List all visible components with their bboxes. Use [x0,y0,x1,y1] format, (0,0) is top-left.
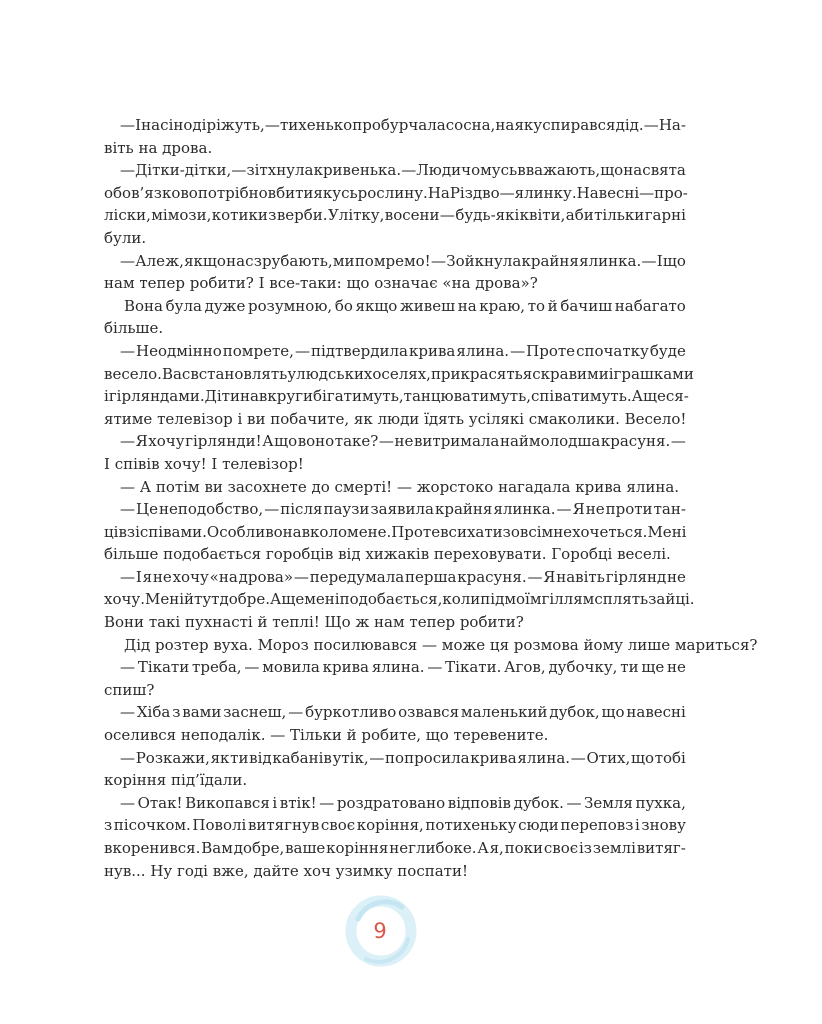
text-line: більше. [104,319,164,338]
text-line: нам тепер робити? І все-таки: що означає «на дрова»? [104,274,538,293]
text-line: нув... Ну годі вже, дайте хоч узимку поспати! [104,861,468,880]
text-line: ців зі співами. Особливо навколо мене. Проте всихати зовсім не хочеться. Мені [104,522,687,541]
text-line: Вона була дуже розумною, бо якщо живеш на краю, то й бачиш набагато [124,296,686,315]
text-line: хочу. Мені й тут добре. А ще мені подобається, коли під моїм гіллям сплять зайці. [104,590,695,609]
text-line: — Розкажи, як ти від кабанів утік, — попросила крива ялина. — Отих, що тобі [120,748,686,767]
page-number: 9 [373,919,387,943]
text-line: — Але ж, якщо нас зрубають, ми помремо! — Зойкнула крайня ялинка. — І що [120,251,686,270]
text-line: Дід розтер вуха. Мороз посилювався — може ця розмова йому лише мариться? [124,635,758,654]
text-line: ятиме телевізор і ви побачите, як люди їдять усілякі смаколики. Весело! [104,409,687,428]
text-line: — Дітки-дітки, — зітхнула кривенька. — Люди чомусь вважають, що на свята [120,161,686,180]
text-line: були. [104,228,147,247]
text-line: з пісочком. Поволі витягнув своє коріння, потихеньку сюди переповз і знову [104,816,686,835]
text-line: — Тікати треба, — мовила крива ялина. — Тікати. Агов, дубочку, ти ще не [120,658,686,677]
text-line: — І я не хочу «на дрова» — передумала перша красуня. — Я навіть гірлянд не [120,567,686,586]
text-line: — Хіба з вами заснеш, — буркотливо озвався маленький дубок, що навесні [120,703,686,722]
text-line: — Я хочу гірлянди! А що воно таке? — не витримала наймолодша красуня. — [120,432,686,451]
text-line: — Неодмінно помрете, — підтвердила крива ялина. — Проте спочатку буде [120,341,686,360]
text-line: обов’язково потрібно вбити якусь рослину. На Різдво — ялинку. Навесні — про- [104,183,688,202]
text-line: віть на дрова. [104,138,213,157]
text-line: і гірляндами. Діти навкруги бігатимуть, танцюватимуть, співатимуть. А ще ся- [104,387,689,406]
text-line: І співів хочу! І телевізор! [104,454,304,473]
text-line: коріння під’їдали. [104,771,248,790]
text-line: — І нас іноді ріжуть, — тихенько пробурчала сосна, на яку спирався дід. — На- [120,116,686,134]
text-line: — А потім ви засохнете до смерті! — жорстоко нагадала крива ялина. [120,477,680,496]
text-line: спиш? [104,680,155,699]
text-line: весело. Вас встановлять у людських оселях, прикрасять яскравими іграшками [104,364,694,383]
body-text [104,114,758,882]
text-line: Вони такі пухнасті й теплі! Що ж нам тепер робити? [104,613,524,632]
text-line: ліски, мімози, котики з верби. Улітку, восени — будь-які квіти, аби тільки гарні [104,206,686,225]
text-line: більше подобається горобців від хижаків переховувати. Горобці веселі. [104,545,671,564]
text-line: — Отак! Викопався і втік! — роздратовано відповів дубок. — Земля пухка, [120,793,686,812]
text-line: — Це неподобство, — після паузи заявила крайня ялинка. — Я не проти тан- [120,500,686,519]
text-line: оселився неподалік. — Тільки й робите, що теревените. [104,726,549,745]
text-line: вкоренився. Вам добре, ваше коріння неглибоке. А я, поки своє із землі витяг- [104,839,686,857]
